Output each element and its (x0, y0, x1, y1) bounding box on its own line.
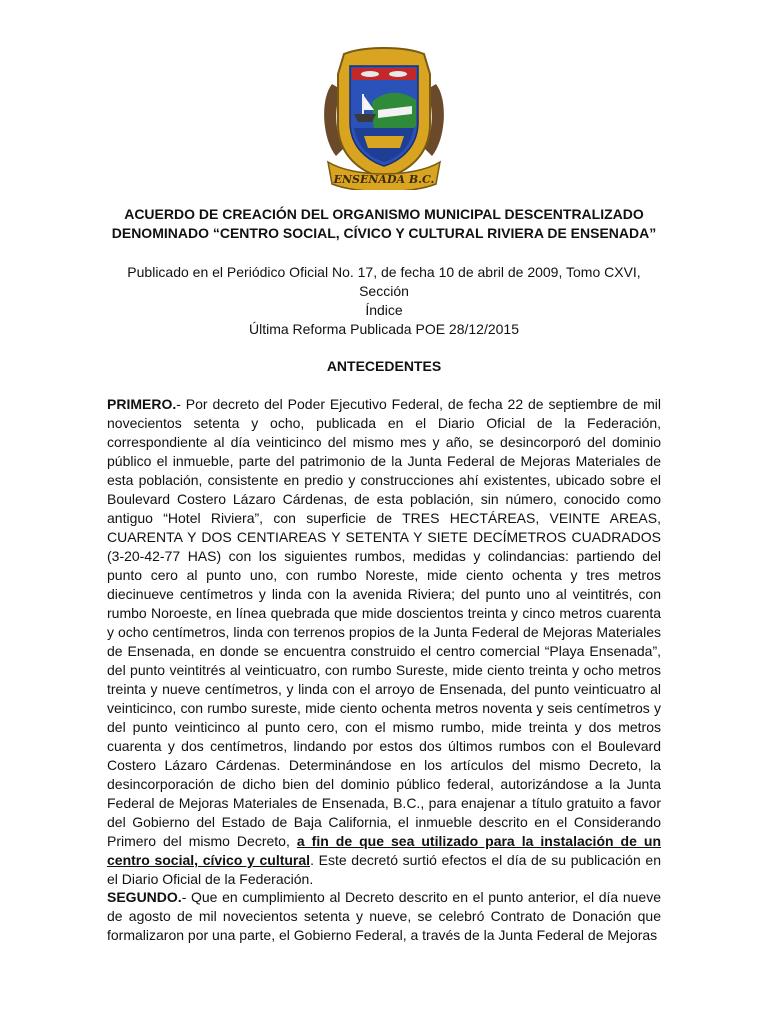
ensenada-coat-of-arms (314, 44, 454, 190)
crest-emblem-icon (314, 44, 454, 190)
primero-text-b: . Este decretó surtió efectos el día de su publicación en el Diario Oficial de la Federación. (107, 852, 661, 887)
last-reform: Última Reforma Publicada POE 28/12/2015 (248, 321, 520, 337)
primero-label: PRIMERO. (107, 396, 177, 412)
primero-emphasis: a fin de que sea utilizado para la instalación de un centro social, cívico y cultural (107, 833, 661, 868)
title-line-1: ACUERDO DE CREACIÓN DEL ORGANISMO MUNICIPAL DESCENTRALIZADO (124, 206, 644, 222)
paragraph-primero (107, 395, 661, 889)
section-heading: ANTECEDENTES (326, 358, 442, 374)
segundo-text: - Que en cumplimiento al Decreto descrito en el punto anterior, el día nueve de agosto de mil novecientos setenta y nueve, se celebró Contrato de Donación que formalizaron por una parte, el Gobierno Federal, a través de la Junta Federal de Mejoras (107, 889, 661, 943)
segundo-label: SEGUNDO. (107, 889, 182, 905)
svg-text:ENSENADA B.C.: ENSENADA B.C. (333, 173, 435, 186)
publication-info (104, 263, 664, 320)
publication-line-2: Índice (365, 302, 403, 318)
primero-text-a: - Por decreto del Poder Ejecutivo Federal, de fecha 22 de septiembre de mil novecientos setenta y ocho, publicada en el Diario Oficial de la Federación, correspondiente al día veinticinco del mismo mes y año, se desincorporó del dominio público el inmueble, parte del patrimonio de la Junta Federal de Mejoras Materiales de esta población, consistente en predio y construcciones ahí existentes, ubicado sobre el Boulevard Costero Lázaro Cárdenas, de esta población, sin número, conocido como antiguo “Hotel Riviera”, con superficie de TRES HECTÁREAS, VEINTE AREAS, CUARENTA Y DOS CENTIAREAS Y SETENTA Y SIETE DECÍMETROS CUADRADOS (3-20-42-77 HAS) con los siguientes rumbos, medidas y colindancias: partiendo del punto cero al punto uno, con rumbo Noreste, mide ciento ochenta y tres metros diecinueve centímetros y linda con la avenida Riviera; del punto uno al veintitrés, con rumbo Noroeste, en línea quebrada que mide doscientos treinta y cinco metros cuarenta y ocho centímetros, linda con terrenos propios de la Junta Federal de Mejoras Materiales de Ensenada, en donde se encuentra construido el centro comercial “Playa Ensenada”, del punto veintitrés al veinticuatro, con rumbo Sureste, mide ciento treinta y ocho metros treinta y nueve centímetros, y linda con el arroyo de Ensenada, del punto veinticuatro al veinticinco, con rumbo sureste, mide ciento ochenta metros noventa y seis centímetros y del punto veinticinco al punto cero, con el mismo rumbo, mide treinta y dos metros cuarenta y dos centímetros, lindando por estos dos últimos rumbos con el Boulevard Costero Lázaro Cárdenas. Determinándose en los artículos del mismo Decreto, la desincorporación de dicho bien del dominio público federal, autorizándose a la Junta Federal de Mejoras Materiales de Ensenada, B.C., para enajenar a título gratuito a favor del Gobierno del Estado de Baja California, el inmueble descrito en el Considerando Primero del mismo Decreto, (107, 396, 661, 849)
document-title (100, 205, 668, 243)
paragraph-segundo (107, 888, 661, 945)
title-line-2: DENOMINADO “CENTRO SOCIAL, CÍVICO Y CULTURAL RIVIERA DE ENSENADA” (111, 225, 657, 241)
publication-line-1: Publicado en el Periódico Oficial No. 17, de fecha 10 de abril de 2009, Tomo CXVI, Sección (127, 264, 641, 299)
